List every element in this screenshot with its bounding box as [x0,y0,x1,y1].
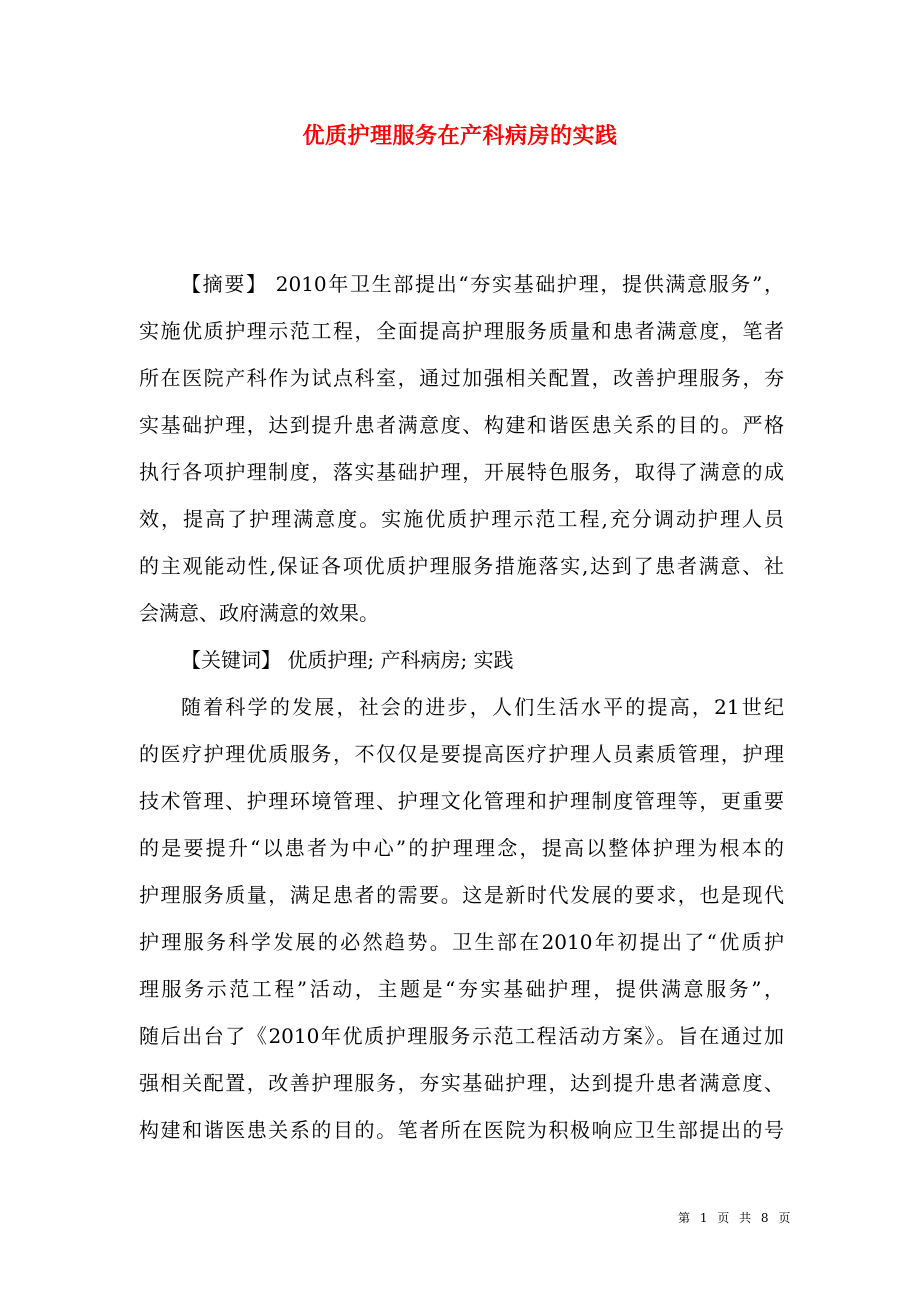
text-line: 【摘要】 2010年卫生部提出“夯实基础护理，提供满意服务”， [181,272,784,296]
text-line: 构建和谐医患关系的目的。笔者所在医院为积极响应卫生部提出的号 [139,1118,784,1142]
text-line: 理服务示范工程”活动，主题是“夯实基础护理，提供满意服务”， [139,977,784,1001]
text-line: 技术管理、护理环境管理、护理文化管理和护理制度管理等，更重要 [139,789,784,813]
text-line: 所在医院产科作为试点科室，通过加强相关配置，改善护理服务，夯 [139,366,784,390]
text-line: 效，提高了护理满意度。实施优质护理示范工程,充分调动护理人员 [139,507,784,531]
text-line: 会满意、政府满意的效果。 [139,601,379,625]
text-line: 护理服务质量，满足患者的需要。这是新时代发展的要求，也是现代 [139,883,784,907]
text-line: 的医疗护理优质服务，不仅仅是要提高医疗护理人员素质管理，护理 [139,742,784,766]
page-number-footer: 第 1 页 共 8 页 [678,1211,794,1225]
text-line: 实基础护理，达到提升患者满意度、构建和谐医患关系的目的。严格 [139,413,784,437]
text-line: 的主观能动性,保证各项优质护理服务措施落实,达到了患者满意、社 [139,554,784,578]
text-line: 【关键词】 优质护理; 产科病房; 实践 [181,648,514,672]
text-line: 护理服务科学发展的必然趋势。卫生部在2010年初提出了“优质护 [139,930,784,954]
text-line: 执行各项护理制度，落实基础护理，开展特色服务，取得了满意的成 [139,460,784,484]
document-body [139,266,784,1159]
text-line: 随着科学的发展，社会的进步，人们生活水平的提高，21世纪 [181,695,784,719]
text-line: 随后出台了《2010年优质护理服务示范工程活动方案》。旨在通过加 [139,1024,784,1048]
document-title: 优质护理服务在产科病房的实践 [302,123,618,149]
text-line: 强相关配置，改善护理服务，夯实基础护理，达到提升患者满意度、 [139,1071,784,1095]
text-line: 实施优质护理示范工程，全面提高护理服务质量和患者满意度，笔者 [139,319,784,343]
text-line: 的是要提升“以患者为中心”的护理理念，提高以整体护理为根本的 [139,836,784,860]
